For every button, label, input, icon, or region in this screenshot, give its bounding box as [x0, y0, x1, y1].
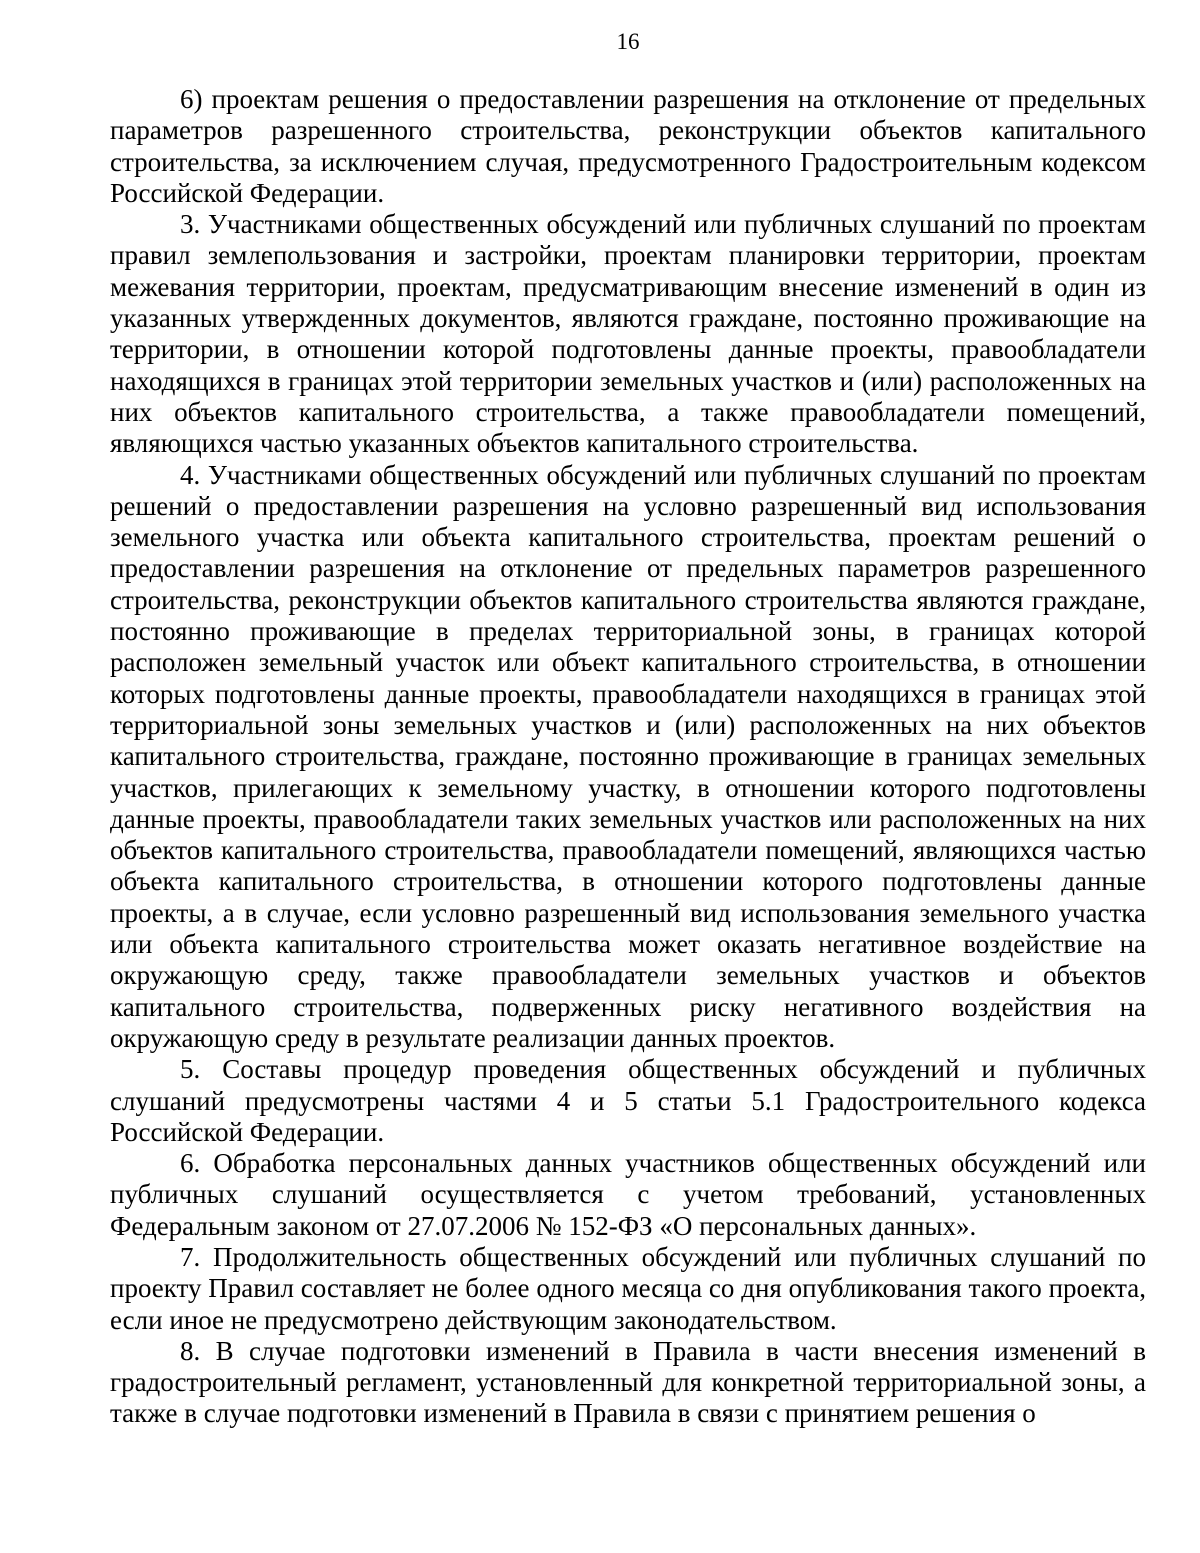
paragraph-4: 4. Участниками общественных обсуждений или публичных слушаний по проектам решений о предоставлении разрешения на условно разрешенный вид использования земельного участка или объекта капитального строительства, проектам решений о предоставлении разрешения на отклонение от предельных параметров разрешенного строительства, реконструкции объектов капитального строительства являются граждане, постоянно проживающие в пределах территориальной зоны, в границах которой расположен земельный участок или объект капитального строительства, в отношении которых подготовлены данные проекты, правообладатели находящихся в границах этой территориальной зоны земельных участков и (или) расположенных на них объектов капитального строительства, граждане, постоянно проживающие в границах земельных участков, прилегающих к земельному участку, в отношении которого подготовлены данные проекты, правообладатели таких земельных участков или расположенных на них объектов капитального строительства, правообладатели помещений, являющихся частью объекта капитального строительства, в отношении которого подготовлены данные проекты, а в случае, если условно разрешенный вид использования земельного участка или объекта капитального строительства может оказать негативное воздействие на окружающую среду, также правообладатели земельных участков и объектов капитального строительства, подверженных риску негативного воздействия на окружающую среду в результате реализации данных проектов.: [110, 459, 1146, 1053]
page-number: 16: [616, 29, 640, 54]
paragraph-6-item: 6) проектам решения о предоставлении разрешения на отклонение от предельных параметров разрешенного строительства, реконструкции объектов капитального строительства, за исключением случая, предусмотренного Градостроительным кодексом Российской Федерации.: [110, 84, 1146, 208]
paragraph-7: 7. Продолжительность общественных обсуждений или публичных слушаний по проекту Правил составляет не более одного месяца со дня опубликования такого проекта, если иное не предусмотрено действующим законодательством.: [110, 1241, 1146, 1335]
document-body: [110, 84, 1146, 1430]
paragraph-5: 5. Составы процедур проведения общественных обсуждений и публичных слушаний предусмотрены частями 4 и 5 статьи 5.1 Градостроительного кодекса Российской Федерации.: [110, 1054, 1146, 1147]
paragraph-6: 6. Обработка персональных данных участников общественных обсуждений или публичных слушаний осуществляется с учетом требований, установленных Федеральным законом от 27.07.2006 № 152-ФЗ «О персональных данных».: [110, 1148, 1146, 1241]
paragraph-3: 3. Участниками общественных обсуждений или публичных слушаний по проектам правил землепользования и застройки, проектам планировки территории, проектам межевания территории, проектам, предусматривающим внесение изменений в один из указанных утвержденных документов, являются граждане, постоянно проживающие на территории, в отношении которой подготовлены данные проекты, правообладатели находящихся в границах этой территории земельных участков и (или) расположенных на них объектов капитального строительства, а также правообладатели помещений, являющихся частью указанных объектов капитального строительства.: [110, 209, 1146, 459]
paragraph-8: 8. В случае подготовки изменений в Правила в части внесения изменений в градостроительный регламент, установленный для конкретной территориальной зоны, а также в случае подготовки изменений в Правила в связи с принятием решения о: [110, 1335, 1146, 1429]
